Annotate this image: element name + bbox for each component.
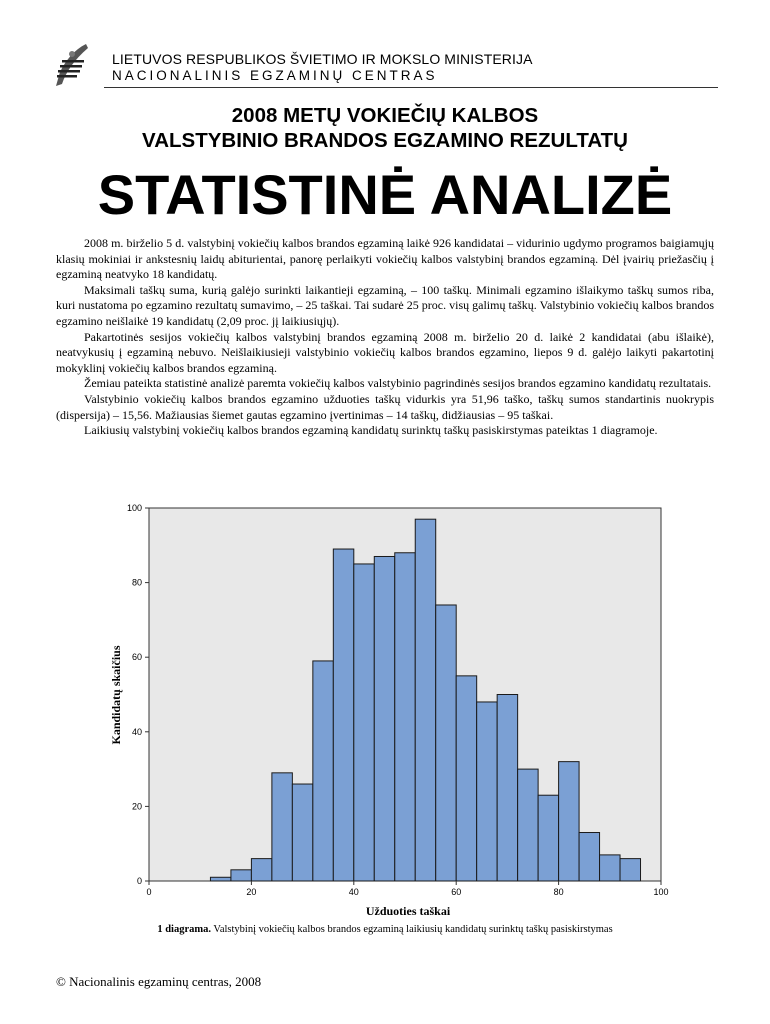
paragraph-6: Laikiusių valstybinį vokiečių kalbos brandos egzaminą kandidatų surinktų taškų pasiskirstymas pateiktas 1 diagramoje.	[84, 423, 658, 438]
histogram-bar	[231, 870, 251, 881]
histogram-bar	[292, 784, 312, 881]
paragraph-2: Maksimali taškų suma, kurią galėjo surinkti laikantieji egzaminą, – 100 taškų. Minimali egzamino išlaikymo taškų sumos riba, kuri nustatoma po egzamino rezultatų sumavimo, – 25 taškai. Tai sudarė 25 proc. visų galimų taškų. Valstybinio vokiečių kalbos brandos egzamino neišlaikė 19 kandidatų (2,09 proc. jį laikiusiųjų).	[56, 282, 714, 328]
x-tick-label: 40	[348, 887, 359, 897]
caption-text: Valstybinį vokiečių kalbos brandos egzaminą laikiusių kandidatų surinktų taškų pasiskirstymas	[211, 924, 613, 935]
histogram-bar	[538, 795, 558, 881]
nec-logo-icon	[52, 42, 96, 88]
paragraph-5: Valstybinio vokiečių kalbos brandos egzamino užduoties taškų vidurkis yra 51,96 taško, taškų sumos standartinis nuokrypis (dispersija) – 15,56. Mažiausias šiemet gautas egzamino įvertinimas – 14 taškų, didžiausias – 95 taškai.	[56, 391, 714, 422]
histogram-bar	[456, 676, 476, 881]
histogram-bar	[354, 564, 374, 881]
histogram-bar	[210, 877, 230, 881]
histogram-bar	[559, 762, 579, 881]
histogram-chart	[100, 500, 700, 920]
chart-caption	[0, 924, 770, 935]
histogram-bar	[415, 519, 435, 881]
histogram-bar	[518, 769, 538, 881]
x-axis-label: Užduoties taškai	[365, 904, 451, 918]
paragraph-1: 2008 m. birželio 5 d. valstybinį vokiečių kalbos brandos egzaminą laikė 926 kandidatai – vidurinio ugdymo programos baigiamųjų klasių mokiniai ir ankstesnių laidų abiturientai, panorę perlaikyti vokiečių kalbos valstybinį brandos egzaminą. Dėl įvairių priežasčių į egzaminą neatvyko 18 kandidatų.	[56, 236, 714, 282]
paragraph-3: Pakartotinės sesijos vokiečių kalbos valstybinį brandos egzaminą 2008 m. birželio 20 d. laikė 2 kandidatai (abu išlaikė), neatvykusių į egzaminą nebuvo. Neišlaikiusieji valstybinio vokiečių kalbos brandos egzamino, liepos 9 d. galėjo laikyti pakartotinį mokyklinį vokiečių kalbos brandos egzaminą.	[56, 329, 714, 375]
y-tick-label: 100	[126, 503, 142, 513]
title-line-2: VALSTYBINIO BRANDOS EGZAMINO REZULTATŲ	[142, 129, 628, 152]
intro-text	[56, 236, 714, 439]
y-tick-label: 40	[131, 726, 142, 737]
y-tick-label: 80	[131, 577, 142, 588]
y-tick-label: 0	[136, 876, 142, 886]
y-axis-label: Kandidatų skaičius	[109, 645, 123, 745]
x-tick-label: 80	[553, 887, 564, 897]
histogram-bar	[374, 556, 394, 881]
histogram-bar	[272, 773, 292, 881]
footer-copyright: © Nacionalinis egzaminų centras, 2008	[56, 974, 262, 989]
histogram-bar	[436, 605, 456, 881]
title-line-1: 2008 METŲ VOKIEČIŲ KALBOS	[231, 104, 539, 127]
histogram-bar	[333, 549, 353, 881]
org-name-center: NACIONALINIS EGZAMINŲ CENTRAS	[112, 68, 438, 83]
histogram-bar	[600, 855, 620, 881]
caption-label: 1 diagrama.	[157, 924, 211, 935]
y-tick-label: 20	[131, 801, 142, 812]
x-tick-label: 0	[146, 887, 152, 897]
page-header	[50, 40, 720, 90]
header-divider	[104, 87, 718, 88]
x-tick-label: 60	[451, 887, 462, 897]
org-name-ministry: LIETUVOS RESPUBLIKOS ŠVIETIMO IR MOKSLO MINISTERIJA	[112, 51, 533, 67]
histogram-bar	[313, 661, 333, 881]
x-tick-label: 20	[246, 887, 257, 897]
y-tick-label: 60	[131, 652, 142, 663]
histogram-bar	[579, 833, 599, 881]
histogram-bar	[251, 859, 271, 881]
histogram-bar	[395, 553, 415, 881]
histogram-bar	[477, 702, 497, 881]
main-title: STATISTINĖ ANALIZĖ	[97, 163, 673, 226]
histogram-bar	[497, 695, 517, 882]
paragraph-4: Žemiau pateikta statistinė analizė paremta vokiečių kalbos valstybinio pagrindinės sesijos brandos egzamino kandidatų rezultatais.	[84, 376, 712, 391]
x-tick-label: 100	[653, 887, 669, 897]
histogram-bar	[620, 859, 640, 881]
